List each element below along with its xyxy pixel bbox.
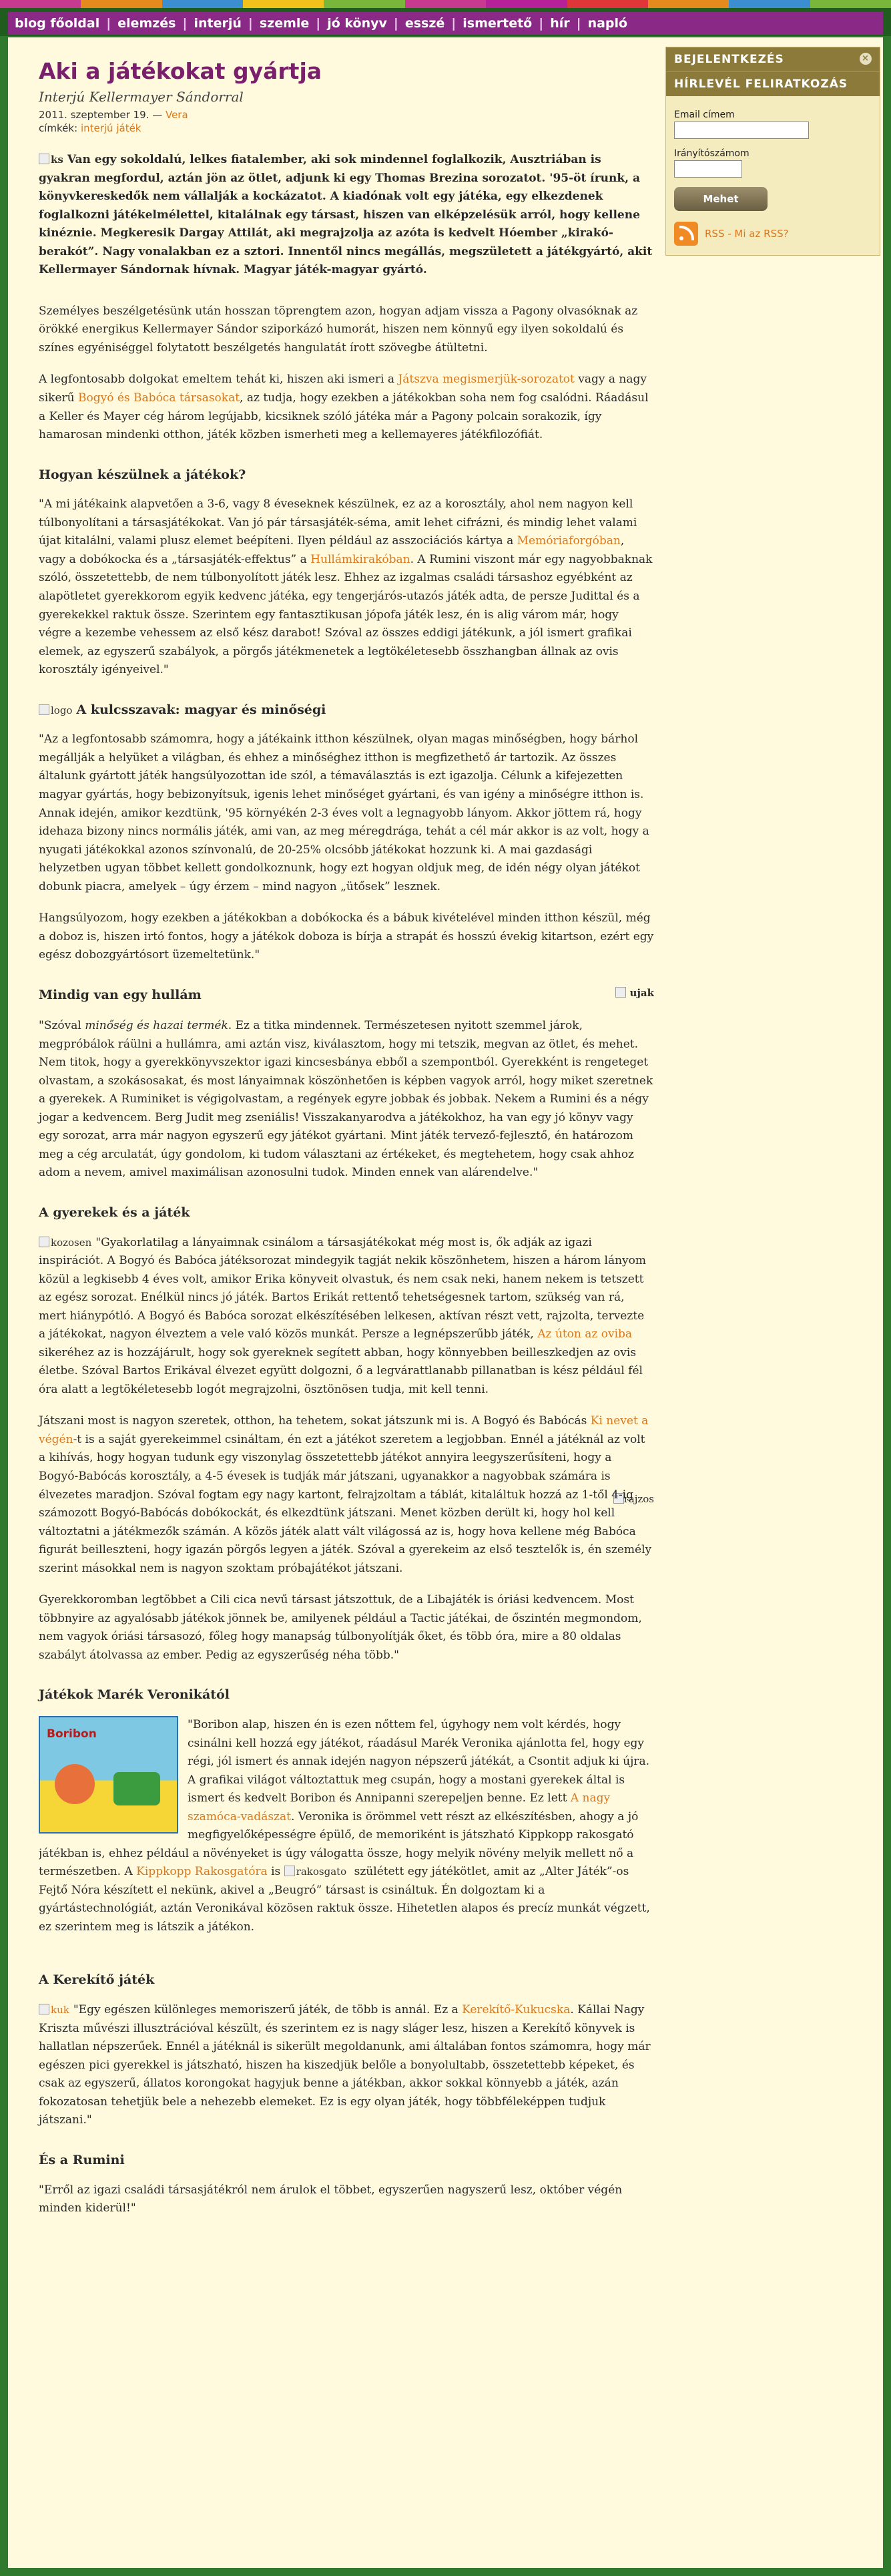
color-stripe-segment (243, 0, 324, 8)
nav-item-blog[interactable]: blog főoldal (15, 16, 100, 31)
page-title: Aki a játékokat gyártja (39, 58, 322, 84)
link-kerekito-kukucska[interactable]: Kerekítő-Kukucska (462, 2003, 571, 2017)
nav-separator: | (393, 16, 398, 31)
kozosen-image: kozosen (39, 1235, 91, 1251)
link-kippkopp-rakosgato[interactable]: Kippkopp Rakosgatóra (136, 1865, 268, 1879)
login-header[interactable]: BEJELENTKEZÉS × (666, 47, 880, 71)
nav-item-szemle[interactable]: szemle (259, 16, 310, 31)
color-stripe-segment (810, 0, 891, 8)
nav-item-ismerteto[interactable]: ismertető (463, 16, 533, 31)
tags-link[interactable]: interjú játék (80, 122, 141, 134)
section-heading: logo A kulcsszavak: magyar és minőségi (39, 700, 654, 720)
quote-paragraph: "Szóval minőség és hazai termék. Ez a titka mindennek. Természetesen nyitott szemmel járok, megpróbálok ráülni a hullámra, ami aztán visz, kiválasztom, hogy mi tetszik, megvan az ötlet, és mehet. Nem titok, hogy a gyerekkönyvszektor igazi kincsesbánya ebből a szempontból. Gyerekként is rengeteget olvastam, a szokásosakat, és most lányaimnak köszönhetően is képben vagyok arról, hogy miket szeretnek a gyerekek. A Ruminiket is végigolvastam, a regények egyre jobbak és jobbak. Nekem a Rumini és a négy jogar a kedvencem. Berg Judit meg zseniális! Visszakanyarodva a játékokhoz, ha van egy jó könyv vagy egy sorozat, arra már nagyon egyszerű egy játékot gyártani. Mint játék tervező-fejlesztő, én határozom meg a cég arculatát, úgy gondolom, ki tudom választani az értékeket, és megtehetem, hogy csak ahhoz adom a nevem, amivel maximálisan azonosulni tudok. Minden ennek van alárendelve." (39, 1019, 653, 1180)
quote-paragraph: "Boribon alap, hiszen én is ezen nőttem fel, úgyhogy nem volt kérdés, hogy csinálni kell hozzá egy játékot, ráadásul Marék Veronika ajánlotta fel, hogy egy régi, jól ismert és annak idején nagyon népszerű játékát, a Csontit adjuk ki újra. A grafikai világot változtattuk meg csupán, hogy a mostani gyerekek által is ismert és kedvelt Boribon és Annipanni szerepeljen benne. Ez lett A nagy szamóca-vadászat. Veronika is örömmel vett részt az elkészítésben, ahogy a jó megfigyelőképességre épülő, de memoriként is játszható Kippkopp rakosgató játékban is, ehhez például a növényeket is úgy válogatta össze, hogy melyik növény melyik mellett nő a természetben. A Kippkopp Rakosgatóra is rakosgato szülétett egy játékötlet, amit az „Alter Játék”-os Fejtő Nóra készített el nekünk, akivel a „Beugró” társast is csináltuk. Én dolgoztam ki a gyártástechnológiát, aztán Veronikával közösen raktuk össze. Hihetetlen alapos és precíz munkát végzett, ez szerintem meg is látszik a játékon. (39, 1718, 650, 1934)
zip-label: Irányítószámom (674, 148, 750, 159)
quote-paragraph: kozosen "Gyakorlatilag a lányaimnak csinálom a társasjátékokat még most is, ők adják az igazi inspirációt. A Bogyó és Babóca játéksorozat mindegyik tagját nekik köszönhetem, hiszen a három lányom közül a legkisebb 4 éves volt, amikor Erika könyveit olvastuk, és nem csak neki, hanem nekem is tetszett az egész sorozat. Enélkül nincs jó játék. Bartos Erikát rettentő tehetségesnek tartom, szükség van rá, mert hiánypótló. A Bogyó és Babóca sorozat elkészítésében lelkesen, aktívan részt vett, rajzolta, tervezte a játékokat, nagyon élveztem a vele való közös munkát. Persze a legnépszerűbb játék, Az úton az oviba sikeréhez az is hozzájárult, hogy sok gyereknek segített abban, hogy könnyebben beilleszkedjen az ovis életbe. Szóval Bartos Erikával élvezet együtt dolgozni, ő a legvárattlanabb pillanatban is kész például fél óra alatt a legtökéletesebb logót megrajzolni, ösztönösen tudja, mit kell tenni. (39, 1235, 647, 1396)
rss-link[interactable]: RSS - Mi az RSS? (705, 228, 789, 240)
article-meta (39, 108, 654, 136)
box-figure (55, 1764, 95, 1804)
nav-item-jo-konyv[interactable]: jó könyv (327, 16, 387, 31)
nav-separator: | (576, 16, 581, 31)
zip-field[interactable] (674, 160, 742, 178)
section-heading: A Kerekítő játék (39, 1972, 155, 1988)
paragraph: rajzos Gyerekkoromban legtöbbet a Cili cica nevű társast játszottuk, de a Libajáték is óriási kedvencem. Most többnyire az agyalósabb játékok jönnek be, amilyenek például a Tactic játékai, de őszintén megmondom, nem vagyok óriási társasozó, főleg hogy manapság túlbonyolítják őket, és több óra, mire a 80 oldalas szabályt átolvassa az ember. Pedig az egyszerűség néha több." (39, 1591, 654, 1665)
section-heading: ujak Mindig van egy hullám (39, 985, 654, 1006)
section-heading: Hogyan készülnek a játékok? (39, 467, 246, 482)
author-link[interactable]: Vera (165, 108, 188, 121)
lead-image: ks (39, 152, 63, 168)
paragraph: Személyes beszélgetésünk után hosszan töprengtem azon, hogyan adjam vissza a Pagony olvasóknak az örökké energikus Kellermayer Sándor sziporkázó humorát, hiszen nem könnyű egy ilyen sokoldalú és színes egyéniséggel folytatott beszélgetés hangulatát írott szövegbe átültetni. (39, 304, 638, 355)
paragraph: Hangsúlyozom, hogy ezekben a játékokban a dobókocka és a bábuk kivételével minden itthon készül, még a doboz is, hiszen irtó fontos, hogy a játékok doboza is bírja a strapát és hosszú évekig kitartson, ezért egy egész dobozgyártósort üzemeltetünk." (39, 911, 654, 962)
link-az-uton-az-oviba[interactable]: Az úton az oviba (537, 1327, 633, 1341)
link-jatszva-megismerjuk[interactable]: Játszva megismerjük-sorozatot (398, 373, 575, 387)
nav-separator: | (451, 16, 457, 31)
quote-paragraph: kuk "Egy egészen különleges memoriszerű játék, de több is annál. Ez a Kerekítő-Kukucska. Kállai Nagy Kriszta művészi illusztrációval készült, és szerintem ez is nagy sláger lesz, hiszen a Kerekítő könyvek is hallatlan népszerűek. Ennél a játéknál is sikerült megoldanunk, ami általában fontos számomra, hogy már egészen pici gyerekkel is játszható, hiszen ha kiszedjük belőle a bonyolultabb, összetettebb képeket, és csak az egyszerű, állatos korongokat hagyjuk benne a játékban, akkor sokkal könnyebb a játék, azán fokozatosan tehetjük bele a nehezebb elemeket. Ez is egy olyan játék, hogy többféleképpen tudjuk játszani." (39, 2003, 651, 2127)
color-stripe-segment (729, 0, 810, 8)
nav-item-essze[interactable]: esszé (404, 16, 445, 31)
article-lead (39, 151, 654, 280)
nav-separator: | (539, 16, 544, 31)
link-nagy-szamoca-vadaszat[interactable]: A nagy szamóca-vadászat (188, 1791, 611, 1823)
author-separator: — (149, 108, 166, 121)
color-stripe-segment (81, 0, 162, 8)
broken-image-icon (39, 1237, 49, 1247)
main-nav (8, 12, 883, 35)
sidebar (665, 47, 880, 256)
article-date: 2011. szeptember 19. (39, 108, 150, 121)
nav-item-naplo[interactable]: napló (587, 16, 628, 31)
newsletter-header: HÍRLEVÉL FELIRATKOZÁS (666, 71, 880, 96)
quote-paragraph: "A mi játékaink alapvetően a 3-6, vagy 8 éveseknek készülnek, ez az a korosztály, ahol nem nagyon kell túlbonyolítani a társasjátékokat. Van jó pár társasjáték-séma, amit lehet cifrázni, és mindig lehet valami újat kitalálni, valami plusz elemet beépíteni. Ilyen például az asszociációs kártya a Memóriaforgóban, vagy a dobókocka és a „társasjáték-effektus” a Hullámkirakóban. A Rumini viszont már egy nagyobbaknak szóló, összetettebb, de nem túlbonyolított játék lesz. Ehhez az izgalmas családi társashoz egyébként az alapötletet gyerekkorom egyik kedvenc játéka, egy tengerjárós-utazós játék adta, de persze Judittal és a gyerekekkel raktuk össze. Szerintem egy fantasztikusan jópofa játék lesz, én is alig várom már, hogy végre a kezembe vehessem az első kész darabot! Szóval az összes eddigi játékunk, a jól ismert grafikai elemek, az egyszerű szabályok, a pörgős játékmenetek a legtökéletesebb összhangban állnak az ovis korosztály igényeivel." (39, 497, 653, 677)
email-field[interactable] (674, 122, 809, 139)
logo-image: logo (39, 702, 72, 718)
nav-separator: | (182, 16, 188, 31)
color-stripe-segment (0, 0, 81, 8)
marek-section (39, 1716, 654, 1950)
rajzos-image: rajzos (613, 1491, 654, 1507)
article (39, 57, 654, 2231)
newsletter-form (666, 96, 880, 255)
color-stripe-segment (405, 0, 486, 8)
rss-icon[interactable] (674, 222, 698, 246)
section-heading: A gyerekek és a játék (39, 1205, 190, 1220)
nav-separator: | (316, 16, 321, 31)
broken-image-icon (39, 2004, 49, 2014)
kuk-image: kuk (39, 2002, 69, 2018)
color-stripe-segment (486, 0, 567, 8)
page-content (8, 37, 883, 2568)
section-heading: És a Rumini (39, 2152, 125, 2167)
broken-image-icon (39, 704, 49, 715)
link-memoriaforgo[interactable]: Memóriaforgóban (517, 534, 621, 548)
link-bogyo-babocа[interactable]: Bogyó és Babóca társasokat (78, 391, 240, 405)
lead-text: Van egy sokoldalú, lelkes fiatalember, aki sok mindennel foglalkozik, Ausztriában is gyakran megfordul, aztán jön az ötlet, adjunk ki egy Thomas Brezina sorozatot. '95-öt írunk, a könyvkereskedők nem vállalják a kockázatot. A kiadónak volt egy játéka, egy elkezdenek foglalkozni játékelmélettel, kitalálnak egy társast, hiszen van elképzelésük arról, hogy kellene kinéznie. Megkeresik Dargay Attilát, aki megrajzolja az azóta is kedvelt Hóember „kirakó-berakót”. Nagy vonalakban ez a sztori. Innentől nincs megállás, megszületett a játékgyártó, akit Kellermayer Sándornak hívnak. Magyar játék-magyar gyártó. (39, 153, 653, 277)
color-stripe-segment (324, 0, 404, 8)
nav-item-elemzes[interactable]: elemzés (117, 16, 176, 31)
color-stripe-segment (567, 0, 648, 8)
paragraph: Játszani most is nagyon szeretek, otthon, ha tehetem, sokat játszunk mi is. A Bogyó és Babócás Ki nevet a végén-t is a saját gyerekeimmel csináltam, én ezt a játékot szeretem a legjobban. Ennél a játéknál az volt a kihívás, hogy hogyan tudunk egy viszonylag összetettebb játékot annyira leegyszerűsíteni, hogy a Bogyó-Babócás korosztály, a 4-5 évesek is tudják már játszani, ugyanakkor a nagyobbak számára is élvezetes maradjon. Szóval fogtam egy nagy kartont, felrajzoltam a táblát, kitaláltuk hozzá az 1-től 4-ig számozott Bogyó-Babócás dobókockát, és elkezdtünk játszani. Menet közben derült ki, hogy hol kell változtatni a játékmezők számán. A közös játék alatt vált világossá az is, hogy hova kellene még Babóca figurát beilleszteni, hogy igazán pörgős legyen a játék. Szóval a gyerekeim az első tesztelők is, én személy szerint másokkal nem is nagyon szoktam próbajátékot játszani. (39, 1414, 652, 1575)
color-stripe-segment (648, 0, 729, 8)
top-bar (0, 0, 891, 36)
rss-row (674, 222, 872, 246)
boribon-box-image (39, 1716, 178, 1834)
close-icon[interactable]: × (860, 53, 872, 65)
quote-paragraph: "Az a legfontosabb számomra, hogy a játékaink itthon készülnek, olyan magas minőségben, hogy bárhol megállják a helyüket a világban, és ehhez a minőséghez itthon is megfizethető ár tartozik. Az összes általunk gyártott játék hangsúlyozottan ide szól, a témaválasztás is ezt igazolja. Célunk a kifejezetten magyar gyártás, hogy bebizonyítsuk, igenis lehet minőséget gyártani, és van igény a minőségre itthon is. Annak idején, amikor kezdtünk, '95 környékén 2-3 éves volt a legnagyobb lányom. Akkor jöttem rá, hogy idehaza bizony nincs normális játék, ami van, az meg méregdrága, tehát a cél már akkor is az volt, hogy a nyugati játékokkal azonos színvonalú, de 20-25% olcsóbb játékokat hozzunk ki. A mai gazdasági helyzetben ugyan többet kellett gondolkoznunk, hogy ezt hogyan oldjuk meg, de idén négy olyan játékot dobunk piacra, amelyek – úgy érzem – mind nagyon „ütősek” lesznek. (39, 732, 649, 893)
emphasis: minőség és hazai termék (85, 1019, 228, 1033)
ujak-image: ujak (615, 985, 654, 1001)
rakosgato-image: rakosgato (284, 1864, 347, 1880)
paragraph: A legfontosabb dolgokat emeltem tehát ki, hiszen aki ismeri a Játszva megismerjük-sorozatot vagy a nagy sikerű Bogyó és Babóca társasokat, az tudja, hogy ezekben a játékokban soha nem fog csalódni. Ráadásul a Keller és Mayer cég három legújabb, kicsiknek szóló játéka már a Pagony polcain sorakozik, így hamarosan mindenki otthon, játék közben ismerheti meg a kellemayeres játékfilozófiát. (39, 373, 649, 442)
color-stripe (0, 0, 891, 8)
link-ki-nevet-a-vegen[interactable]: Ki nevet a végén (39, 1414, 649, 1446)
broken-image-icon (284, 1866, 295, 1876)
color-stripe-segment (162, 0, 243, 8)
box-title: Boribon (47, 1727, 97, 1741)
submit-button[interactable]: Mehet (674, 187, 768, 211)
broken-image-icon (39, 154, 49, 164)
broken-image-icon (615, 987, 626, 998)
quote-paragraph: "Erről az igazi családi társasjátékról nem árulok el többet, egyszerűen nagyszerű lesz, október végén minden kiderül!" (39, 2183, 623, 2215)
box-figure (113, 1772, 160, 1805)
section-heading: Játékok Marék Veronikától (39, 1687, 230, 1703)
email-label: Email címem (674, 110, 735, 120)
nav-item-hir[interactable]: hír (550, 16, 570, 31)
nav-separator: | (248, 16, 253, 31)
nav-separator: | (106, 16, 111, 31)
tags-label: címkék: (39, 122, 78, 134)
nav-item-interju[interactable]: interjú (194, 16, 242, 31)
link-hullamkirako[interactable]: Hullámkirakóban (310, 552, 410, 566)
article-subtitle: Interjú Kellermayer Sándorral (39, 89, 244, 105)
